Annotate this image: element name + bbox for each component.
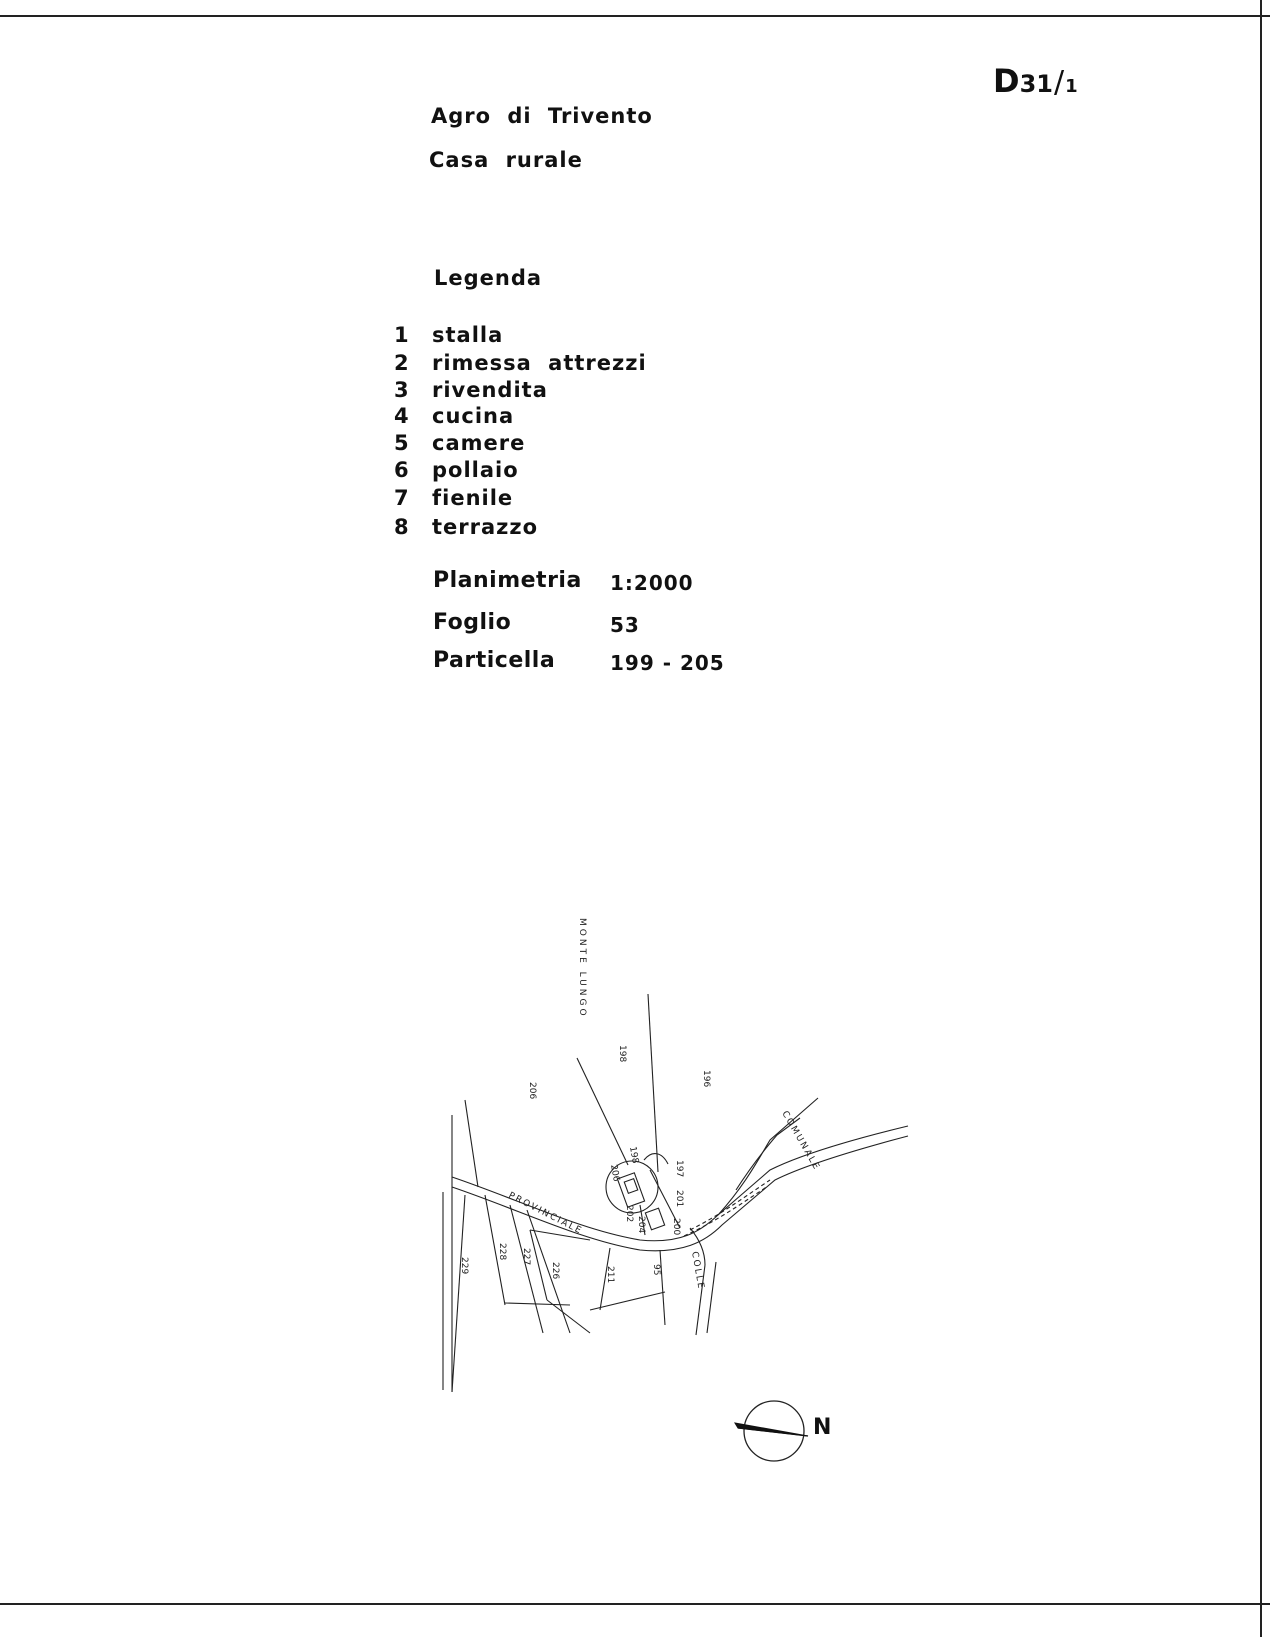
legend-heading: Legenda xyxy=(434,266,543,290)
label-colle: COLLE xyxy=(689,1250,706,1292)
legend-item: 7 fienile xyxy=(394,486,514,510)
label-provinciale: PROVINCIALE xyxy=(506,1190,585,1237)
north-arrow-icon xyxy=(735,1401,808,1461)
legend-item: 1 stalla xyxy=(394,323,504,347)
label-parcel-198: 198 xyxy=(627,1145,640,1165)
planimetria-value: 1:2000 xyxy=(610,571,694,595)
legend-item: 6 pollaio xyxy=(394,458,519,482)
sheet-code-sub: 1 xyxy=(1065,76,1078,97)
label-parcel-206: 206 xyxy=(527,1082,537,1100)
sheet-code: D31/1 xyxy=(993,62,1078,100)
legend-item: 8 terrazzo xyxy=(394,515,539,539)
label-parcel-204: 204 xyxy=(636,1216,646,1234)
label-parcel-202: 202 xyxy=(624,1205,634,1223)
sheet-code-letter: D xyxy=(993,62,1020,100)
particella-label: Particella xyxy=(433,648,556,673)
label-parcel-196: 196 xyxy=(701,1070,711,1088)
north-label: N xyxy=(813,1415,832,1440)
sheet-code-number: 31 xyxy=(1019,70,1053,98)
label-parcel-228: 228 xyxy=(497,1243,507,1261)
label-parcel-198: 198 xyxy=(617,1045,627,1063)
label-parcel-227: 227 xyxy=(521,1248,531,1266)
legend-item: 3 rivendita xyxy=(394,378,548,402)
label-parcel-200: 200 xyxy=(671,1218,681,1236)
label-monte-lungo: MONTE LUNGO xyxy=(577,918,587,1019)
legend-item: 4 cucina xyxy=(394,404,515,428)
foglio-label: Foglio xyxy=(433,610,512,635)
title-location: Agro di Trivento xyxy=(431,104,653,128)
label-parcel-197: 197 xyxy=(674,1160,684,1178)
label-comunale: COMUNALE xyxy=(779,1109,822,1173)
legend-item: 5 camere xyxy=(394,431,526,455)
label-parcel-201: 201 xyxy=(674,1190,684,1208)
label-parcel-226: 226 xyxy=(550,1262,560,1280)
label-parcel-206: 206 xyxy=(608,1163,621,1183)
label-parcel-95: 95 xyxy=(651,1264,661,1276)
label-parcel-211: 211 xyxy=(605,1266,615,1284)
label-parcel-229: 229 xyxy=(459,1257,469,1275)
foglio-value: 53 xyxy=(610,613,640,637)
title-building: Casa rurale xyxy=(429,148,583,172)
planimetria-label: Planimetria xyxy=(433,568,582,593)
legend-item: 2 rimessa attrezzi xyxy=(394,351,647,375)
particella-value: 199 - 205 xyxy=(610,651,725,675)
